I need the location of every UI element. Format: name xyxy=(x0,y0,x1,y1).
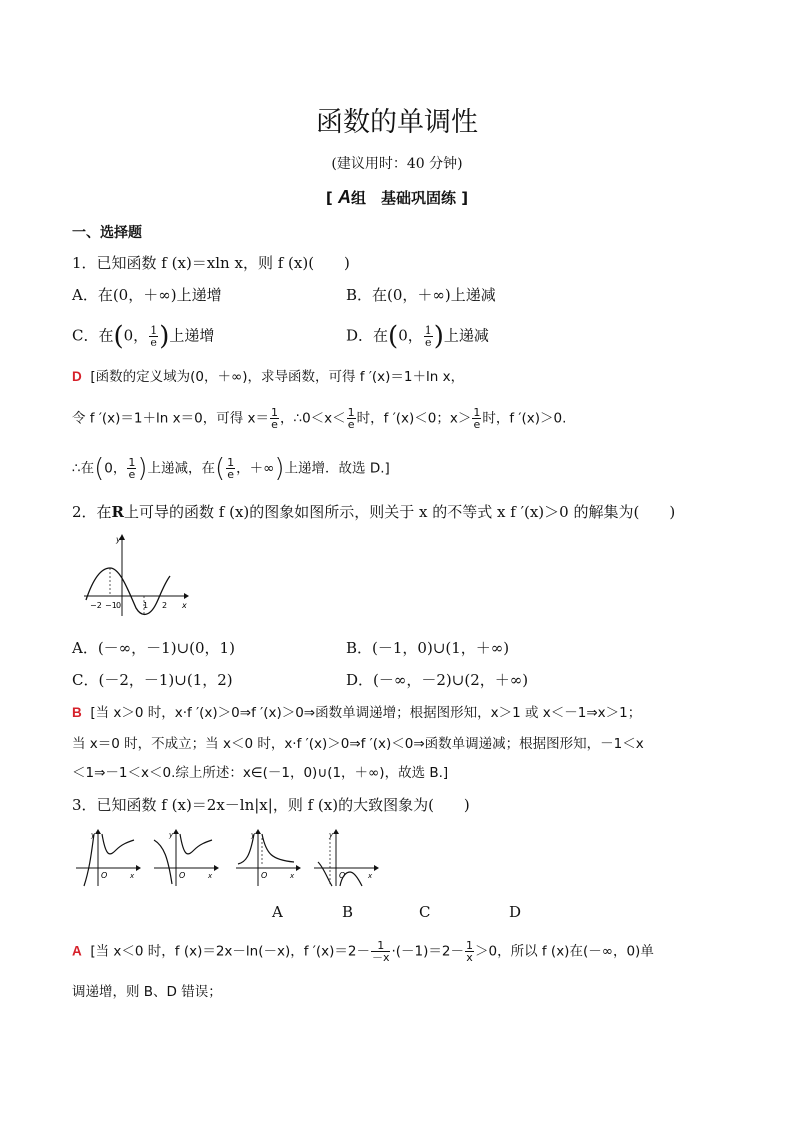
y-axis-label: y xyxy=(116,535,121,544)
q2-answer: B xyxy=(72,705,82,720)
q3-label-c: C xyxy=(419,903,431,921)
banner-close-bracket: ] xyxy=(461,189,469,207)
q3-graph-a xyxy=(76,829,141,886)
q2-option-c: C．(－2，－1)∪(1，2) xyxy=(72,671,233,689)
svg-text:y: y xyxy=(251,831,256,839)
q1-option-d: D．在(0， $\frac{1}{e}$ )上递减 xyxy=(346,321,489,352)
fraction: $\frac{1}{e}$ xyxy=(128,456,136,481)
q3-graph-d xyxy=(314,829,379,886)
q3-graphs xyxy=(72,828,382,888)
section-heading: 一、选择题 xyxy=(72,225,142,241)
svg-text:y: y xyxy=(329,831,334,839)
q3-answer: A xyxy=(72,943,82,959)
group-banner xyxy=(0,187,794,208)
banner-open-bracket: [ xyxy=(325,189,333,207)
tick-label: 0 xyxy=(116,601,122,610)
fraction: $\frac{1}{e}$ xyxy=(347,406,355,431)
svg-text:O: O xyxy=(261,871,268,880)
x-axis-label: x xyxy=(182,601,187,610)
q1-answer: D xyxy=(72,369,82,384)
q2-solution-line-1: B [当 x＞0 时，x·f ′(x)＞0⇒f ′(x)＞0⇒函数单调递增；根据图形知，x＞1 或 x＜－1⇒x＞1； xyxy=(72,705,642,721)
q3-label-a: A xyxy=(272,903,283,921)
fraction: $\frac{1}{e}$ xyxy=(270,406,278,431)
fraction: $\frac{1}{x}$ xyxy=(466,939,473,964)
fraction: $\frac{1}{e}$ xyxy=(424,324,432,349)
q1-solution-line-2: 令 f ′(x)＝1＋ln x＝0，可得 x＝ $\frac{1}{e}$ ，∴0＜x＜ $\frac{1}{e}$ 时，f ′(x)＜0；x＞ $\frac{1}{e}$ 时，f ′(x)＞0. xyxy=(72,406,567,431)
q2-solution-line-3: ＜1⇒－1＜x＜0.综上所述：x∈(－1，0)∪(1，＋∞)，故选 B.] xyxy=(72,765,449,781)
q2-option-d: D．(－∞，－2)∪(2，＋∞) xyxy=(346,671,529,689)
svg-text:x: x xyxy=(290,872,295,880)
svg-text:O: O xyxy=(101,871,108,880)
q2-graph xyxy=(80,532,190,618)
fraction: $\frac{1}{e}$ xyxy=(150,324,158,349)
fraction: $\frac{1}{-x}$ xyxy=(371,939,390,964)
q1-option-a: A．在(0，＋∞)上递增 xyxy=(72,286,222,304)
page-title: 函数的单调性 xyxy=(316,107,478,138)
q2-option-b: B．(－1，0)∪(1，＋∞) xyxy=(346,639,510,657)
svg-text:O: O xyxy=(339,871,346,880)
q1-option-c: C．在(0， $\frac{1}{e}$ )上递增 xyxy=(72,321,215,352)
tick-label: −1 xyxy=(105,601,117,610)
q3-label-d: D xyxy=(509,903,522,921)
tick-label: −2 xyxy=(90,601,102,610)
q1-stem: 1．已知函数 f (x)＝xln x，则 f (x)( ) xyxy=(72,254,350,272)
q1-option-b: B．在(0，＋∞)上递减 xyxy=(346,286,496,304)
q3-label-b: B xyxy=(342,903,354,921)
tick-label: 1 xyxy=(143,601,149,610)
tick-label: 2 xyxy=(162,601,168,610)
q2-solution-line-2: 当 x＝0 时，不成立；当 x＜0 时，x·f ′(x)＞0⇒f ′(x)＜0⇒函数单调递减；根据图形知，－1＜x xyxy=(72,736,644,752)
svg-text:x: x xyxy=(208,872,213,880)
q2-option-a: A．(－∞，－1)∪(0，1) xyxy=(72,639,235,657)
svg-text:y: y xyxy=(91,831,96,839)
q3-solution-line-1: A [当 x＜0 时，f (x)＝2x－ln(－x)，f ′(x)＝2－ $\frac{1}{-x}$ ·(－1)＝2－ $\frac{1}{x}$ ＞0，所以 f (x)在(－∞，0)单 xyxy=(72,939,654,964)
q1-solution-line-3: ∴在(0， $\frac{1}{e}$ )上递减，在( $\frac{1}{e}$ ，＋∞)上递增．故选 D.] xyxy=(72,453,390,484)
q1-solution-line-1: D [函数的定义域为(0，＋∞)，求导函数，可得 f ′(x)＝1＋ln x， xyxy=(72,369,465,385)
svg-text:y: y xyxy=(169,831,174,839)
q3-graph-c xyxy=(236,829,301,886)
fraction: $\frac{1}{e}$ xyxy=(227,456,235,481)
svg-text:x: x xyxy=(368,872,373,880)
banner-name: 组 基础巩固练 xyxy=(350,189,456,207)
q3-graph-b xyxy=(154,829,219,886)
svg-text:x: x xyxy=(130,872,135,880)
fraction: $\frac{1}{e}$ xyxy=(473,406,481,431)
svg-text:O: O xyxy=(179,871,186,880)
q2-stem: 2．在R上可导的函数 f (x)的图象如图所示，则关于 x 的不等式 x f ′(x)＞0 的解集为( ) xyxy=(72,503,676,521)
banner-letter: A xyxy=(337,187,351,207)
suggested-time: (建议用时：40 分钟) xyxy=(331,156,463,172)
q3-solution-line-2: 调递增，则 B、D 错误； xyxy=(72,984,222,1000)
q3-stem: 3．已知函数 f (x)＝2x－ln|x|，则 f (x)的大致图象为( ) xyxy=(72,796,470,814)
